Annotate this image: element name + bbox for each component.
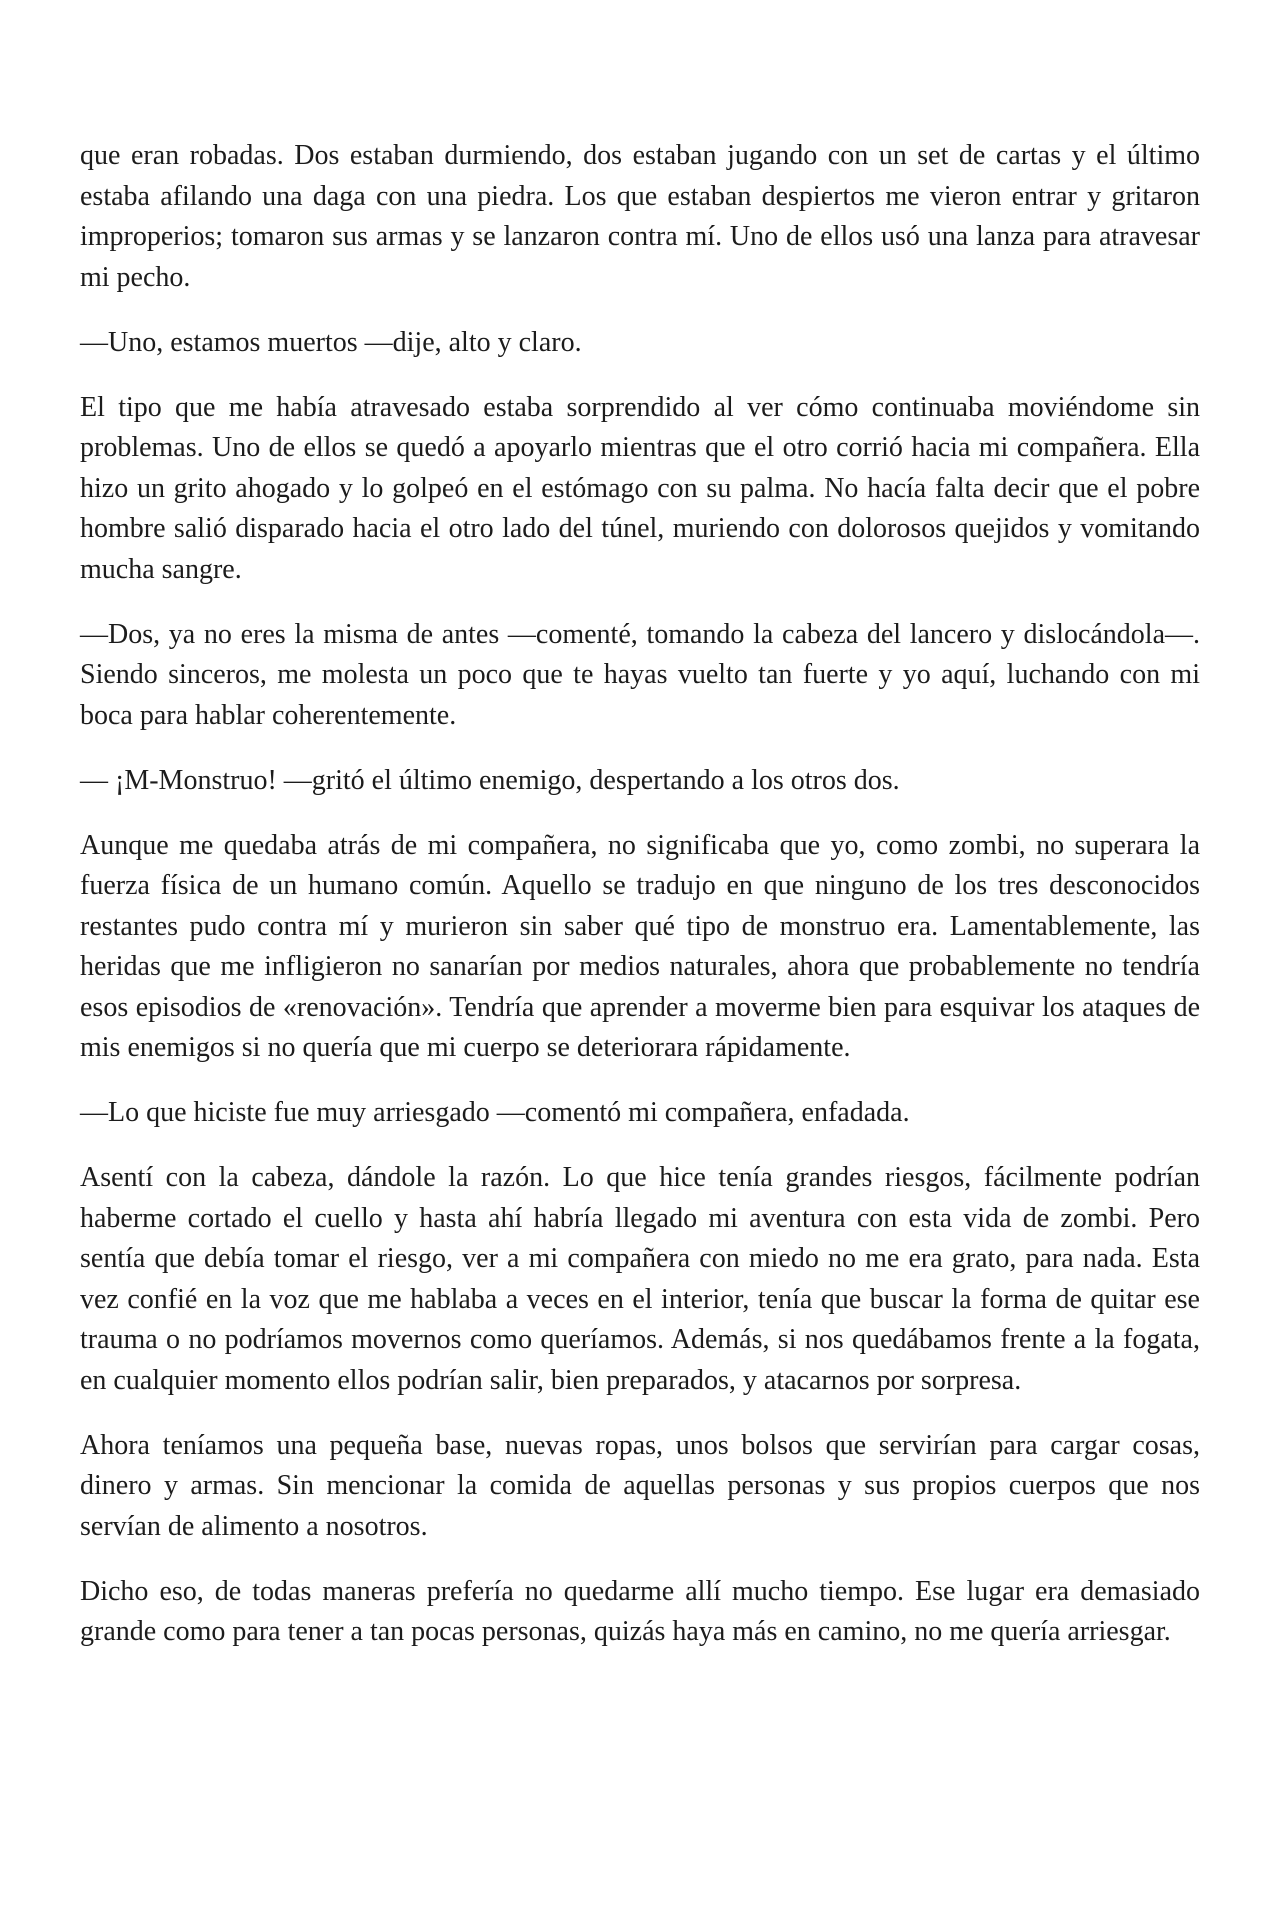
paragraph: El tipo que me había atravesado estaba sorprendido al ver cómo continuaba moviéndome sin problemas. Uno de ellos se quedó a apoyarlo mientras que el otro corrió hacia mi compañera. Ella hizo un grito ahogado y lo golpeó en el estómago con su palma. No hacía falta decir que el pobre hombre salió disparado hacia el otro lado del túnel, muriendo con dolorosos quejidos y vomitando mucha sangre. [80, 391, 1200, 585]
document-page [80, 136, 1200, 1677]
dialogue-paragraph: —Dos, ya no eres la misma de antes —comenté, tomando la cabeza del lancero y dislocándola—. Siendo sinceros, me molesta un poco que te hayas vuelto tan fuerte y yo aquí, luchando con mi boca para hablar coherentemente. [80, 618, 1200, 731]
dialogue-paragraph: —Lo que hiciste fue muy arriesgado —comentó mi compañera, enfadada. [80, 1097, 910, 1128]
dialogue-paragraph: — ¡M-Monstruo! —gritó el último enemigo, despertando a los otros dos. [80, 764, 900, 796]
paragraph: Asentí con la cabeza, dándole la razón. Lo que hice tenía grandes riesgos, fácilmente podrían haberme cortado el cuello y hasta ahí habría llegado mi aventura con esta vida de zombi. Pero sentía que debía tomar el riesgo, ver a mi compañera con miedo no me era grato, para nada. Esta vez confié en la voz que me hablaba a veces en el interior, tenía que buscar la forma de quitar ese trauma o no podríamos movernos como queríamos. Además, si nos quedábamos frente a la fogata, en cualquier momento ellos podrían salir, bien preparados, y atacarnos por sorpresa. [80, 1162, 1200, 1396]
paragraph: que eran robadas. Dos estaban durmiendo, dos estaban jugando con un set de cartas y el último estaba afilando una daga con una piedra. Los que estaban despiertos me vieron entrar y gritaron improperios; tomaron sus armas y se lanzaron contra mí. Uno de ellos usó una lanza para atravesar mi pecho. [80, 140, 1200, 293]
paragraph: Aunque me quedaba atrás de mi compañera, no significaba que yo, como zombi, no superara la fuerza física de un humano común. Aquello se tradujo en que ninguno de los tres desconocidos restantes pudo contra mí y murieron sin saber qué tipo de monstruo era. Lamentablemente, las heridas que me infligieron no sanarían por medios naturales, ahora que probablemente no tendría esos episodios de «renovación». Tendría que aprender a moverme bien para esquivar los ataques de mis enemigos si no quería que mi cuerpo se deteriorara rápidamente. [80, 829, 1200, 1063]
paragraph: Ahora teníamos una pequeña base, nuevas ropas, unos bolsos que servirían para cargar cosas, dinero y armas. Sin mencionar la comida de aquellas personas y sus propios cuerpos que nos servían de alimento a nosotros. [80, 1429, 1200, 1542]
paragraph: Dicho eso, de todas maneras prefería no quedarme allí mucho tiempo. Ese lugar era demasiado grande como para tener a tan pocas personas, quizás haya más en camino, no me quería arriesgar. [80, 1575, 1200, 1647]
dialogue-paragraph: —Uno, estamos muertos —dije, alto y claro. [80, 326, 582, 358]
